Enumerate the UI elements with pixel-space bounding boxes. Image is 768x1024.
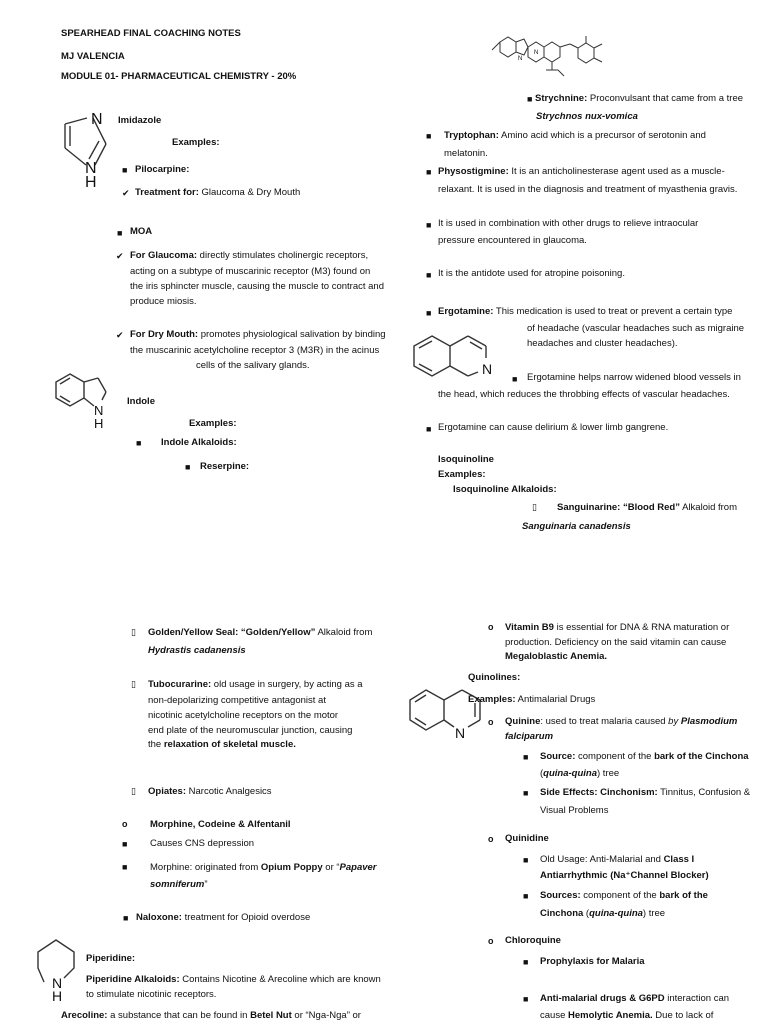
glaucoma-line-1: For Glaucoma: directly stimulates cholinergic receptors, bbox=[130, 250, 369, 261]
ergotamine3-line: Ergotamine can cause delirium & lower limb gangrene. bbox=[438, 422, 669, 433]
module-title: MODULE 01- PHARMACEUTICAL CHEMISTRY - 20% bbox=[61, 71, 297, 82]
ergotamine2-line-2: the head, which reduces the throbbing effects of vascular headaches. bbox=[438, 389, 730, 400]
piperidine-alkaloids-line-2: to stimulate nicotinic receptors. bbox=[86, 989, 217, 1000]
vitamin-b9-line-3: Megaloblastic Anemia. bbox=[505, 651, 608, 662]
isoquinoline-examples-label: Examples: bbox=[438, 469, 486, 480]
indole-examples-label: Examples: bbox=[189, 418, 237, 429]
pilocarpine-label: Pilocarpine: bbox=[135, 164, 190, 175]
vitamin-b9-line-1: Vitamin B9 is essential for DNA & RNA maturation or bbox=[505, 622, 730, 633]
morphine-group-label: Morphine, Codeine & Alfentanil bbox=[150, 819, 291, 830]
bullet-square: ■ bbox=[523, 994, 529, 1004]
glyph-bullet: ▯ bbox=[131, 679, 136, 689]
side-effects-line-2: Visual Problems bbox=[540, 805, 609, 816]
quinine-source-line-2: (quina-quina) tree bbox=[540, 768, 620, 779]
antidote-line: It is the antidote used for atropine poisoning. bbox=[438, 268, 625, 279]
arecoline-line: Arecoline: a substance that can be found in Betel Nut or “Nga-Nga” or bbox=[61, 1010, 361, 1021]
moa-label: MOA bbox=[130, 226, 153, 237]
glyph-bullet: ▯ bbox=[131, 786, 136, 796]
bullet-square: ■ bbox=[523, 788, 529, 798]
reserpine-n-label: N bbox=[518, 56, 523, 62]
bullet-square: ■ bbox=[122, 165, 128, 175]
check-mark: ✔ bbox=[116, 330, 124, 340]
tryptophan-line-1: Tryptophan: Amino acid which is a precursor of serotonin and bbox=[444, 130, 706, 141]
morphine-origin-line-1: Morphine: originated from Opium Poppy or “Papaver bbox=[150, 862, 377, 873]
glaucoma-line-3: the iris sphincter muscle, causing the muscle to contract and bbox=[130, 281, 384, 292]
piperidine-h-label: H bbox=[52, 988, 63, 1004]
ergotamine-line-3: headaches and cluster headaches). bbox=[527, 338, 678, 349]
tubocurarine-line-3: nicotinic acetylcholine receptors on the motor bbox=[148, 710, 339, 721]
isoquinoline-n-label: N bbox=[482, 361, 493, 377]
golden-seal-line: Golden/Yellow Seal: “Golden/Yellow” Alkaloid from bbox=[148, 627, 373, 638]
prophylaxis-line: Prophylaxis for Malaria bbox=[540, 956, 645, 967]
sanguinarine-source: Sanguinaria canadensis bbox=[522, 521, 631, 532]
tubocurarine-line-5: the relaxation of skeletal muscle. bbox=[148, 739, 296, 750]
drymouth-line-2: the muscarinic acetylcholine receptor 3 (M3R) in the acinus bbox=[130, 345, 380, 356]
bullet-square: ■ bbox=[523, 752, 529, 762]
tryptophan-line-2: melatonin. bbox=[444, 148, 488, 159]
author-name: MJ VALENCIA bbox=[61, 51, 125, 62]
isoquinoline-structure bbox=[412, 334, 496, 384]
strychnine-source: Strychnos nux-vomica bbox=[536, 111, 638, 122]
quinine-source-line-1: Source: component of the bark of the Cinchona bbox=[540, 751, 749, 762]
side-effects-line-1: Side Effects: Cinchonism: Tinnitus, Confusion & bbox=[540, 787, 751, 798]
reserpine-label: Reserpine: bbox=[200, 461, 250, 472]
circle-bullet: o bbox=[488, 717, 494, 727]
indole-heading: Indole bbox=[127, 396, 155, 407]
quinolines-heading: Quinolines: bbox=[468, 672, 521, 683]
indole-structure bbox=[54, 370, 120, 432]
golden-seal-source: Hydrastis cadanensis bbox=[148, 645, 246, 656]
drymouth-line-1: For Dry Mouth: promotes physiological salivation by binding bbox=[130, 329, 386, 340]
bullet-square: ■ bbox=[122, 839, 128, 849]
tubocurarine-line-4: end plate of the neuromuscular junction, causing bbox=[148, 725, 353, 736]
bullet-square: ■ bbox=[117, 228, 123, 238]
bullet-square: ■ bbox=[426, 308, 432, 318]
bullet-square: ■ bbox=[512, 374, 518, 384]
combination-line-1: It is used in combination with other drugs to relieve intraocular bbox=[438, 218, 699, 229]
circle-bullet: o bbox=[488, 834, 494, 844]
quinidine-sources-line-2: Cinchona (quina-quina) tree bbox=[540, 908, 666, 919]
glyph-bullet: ▯ bbox=[532, 502, 537, 512]
glaucoma-line-2: acting on a subtype of muscarinic receptor (M3) found on bbox=[130, 266, 371, 277]
bullet-square: ■ bbox=[523, 891, 529, 901]
circle-bullet: o bbox=[122, 819, 128, 829]
ergotamine-line-2: of headache (vascular headaches such as migraine bbox=[527, 323, 745, 334]
combination-line-2: pressure encountered in glaucoma. bbox=[438, 235, 587, 246]
doc-title: SPEARHEAD FINAL COACHING NOTES bbox=[61, 28, 241, 39]
check-mark: ✔ bbox=[122, 188, 130, 198]
bullet-square: ■ bbox=[523, 957, 529, 967]
piperidine-structure bbox=[36, 938, 82, 1002]
circle-bullet: o bbox=[488, 622, 494, 632]
bullet-square: ■ bbox=[123, 913, 129, 923]
imidazole-n-label: N bbox=[91, 111, 103, 128]
tubocurarine-line-2: non-depolarizing competitive antagonist at bbox=[148, 695, 326, 706]
morphine-origin-line-2: somniferum” bbox=[150, 879, 208, 890]
quinine-line-1: Quinine: used to treat malaria caused by Plasmodium bbox=[505, 716, 738, 727]
ergotamine2-line-1: Ergotamine helps narrow widened blood vessels in bbox=[527, 372, 741, 383]
physostigmine-line-2: relaxant. It is used in the diagnosis and treatment of myasthenia gravis. bbox=[438, 184, 738, 195]
quinidine-old-usage-line-1: Old Usage: Anti-Malarial and Class I bbox=[540, 854, 695, 865]
bullet-square: ■ bbox=[122, 862, 128, 872]
glaucoma-line-4: produce miosis. bbox=[130, 296, 197, 307]
bullet-square: ■ bbox=[523, 855, 529, 865]
bullet-square: ■ bbox=[426, 131, 432, 141]
physostigmine-line-1: Physostigmine: It is an anticholinesterase agent used as a muscle- bbox=[438, 166, 725, 177]
opiates-line: Opiates: Narcotic Analgesics bbox=[148, 786, 272, 797]
reserpine-structure bbox=[486, 28, 612, 80]
imidazole-heading: Imidazole bbox=[118, 115, 162, 126]
bullet-square: ■ bbox=[527, 94, 533, 104]
naloxone-line: Naloxone: treatment for Opioid overdose bbox=[136, 912, 311, 923]
g6pd-line-1: Anti-malarial drugs & G6PD interaction can bbox=[540, 993, 730, 1004]
bullet-square: ■ bbox=[136, 438, 142, 448]
isoquinoline-alkaloids-label: Isoquinoline Alkaloids: bbox=[453, 484, 557, 495]
g6pd-line-2: cause Hemolytic Anemia. Due to lack of bbox=[540, 1010, 714, 1021]
vitamin-b9-line-2: production. Deficiency on the said vitamin can cause bbox=[505, 637, 727, 648]
chloroquine-heading: Chloroquine bbox=[505, 935, 561, 946]
circle-bullet: o bbox=[488, 936, 494, 946]
quinidine-sources-line-1: Sources: component of the bark of the bbox=[540, 890, 708, 901]
indole-alkaloids-label: Indole Alkaloids: bbox=[161, 437, 237, 448]
tubocurarine-line-1: Tubocurarine: old usage in surgery, by acting as a bbox=[148, 679, 363, 690]
bullet-square: ■ bbox=[185, 462, 191, 472]
check-mark: ✔ bbox=[116, 251, 124, 261]
imidazole-examples-label: Examples: bbox=[172, 137, 220, 148]
bullet-square: ■ bbox=[426, 220, 432, 230]
indole-h-label: H bbox=[94, 416, 104, 431]
treatment-line: Treatment for: Glaucoma & Dry Mouth bbox=[135, 187, 301, 198]
bullet-square: ■ bbox=[426, 270, 432, 280]
isoquinoline-heading: Isoquinoline bbox=[438, 454, 494, 465]
indole-n-label: N bbox=[94, 403, 104, 418]
glyph-bullet: ▯ bbox=[131, 627, 136, 637]
quinine-line-2: falciparum bbox=[505, 731, 554, 742]
bullet-square: ■ bbox=[426, 167, 432, 177]
sanguinarine-line: Sanguinarine: “Blood Red” Alkaloid from bbox=[557, 502, 738, 513]
imidazole-h-label: H bbox=[85, 174, 97, 191]
quinoline-n-label: N bbox=[455, 725, 466, 741]
bullet-square: ■ bbox=[426, 424, 432, 434]
imidazole-n-label: N bbox=[85, 160, 97, 177]
quinolines-examples-line: Examples: Antimalarial Drugs bbox=[468, 694, 596, 705]
cns-depression-line: Causes CNS depression bbox=[150, 838, 255, 849]
quinidine-old-usage-line-2: Antiarrhythmic (Na⁺Channel Blocker) bbox=[540, 870, 709, 881]
drymouth-line-3: cells of the salivary glands. bbox=[196, 360, 310, 371]
reserpine-n-label: N bbox=[534, 50, 539, 56]
piperidine-n-label: N bbox=[52, 975, 63, 991]
piperidine-heading: Piperidine: bbox=[86, 953, 136, 964]
piperidine-alkaloids-line-1: Piperidine Alkaloids: Contains Nicotine & Arecoline which are known bbox=[86, 974, 381, 985]
imidazole-structure bbox=[55, 108, 115, 191]
strychnine-line: Strychnine: Proconvulsant that came from a tree bbox=[535, 93, 744, 104]
ergotamine-line-1: Ergotamine: This medication is used to treat or prevent a certain type bbox=[438, 306, 733, 317]
quinidine-heading: Quinidine bbox=[505, 833, 549, 844]
